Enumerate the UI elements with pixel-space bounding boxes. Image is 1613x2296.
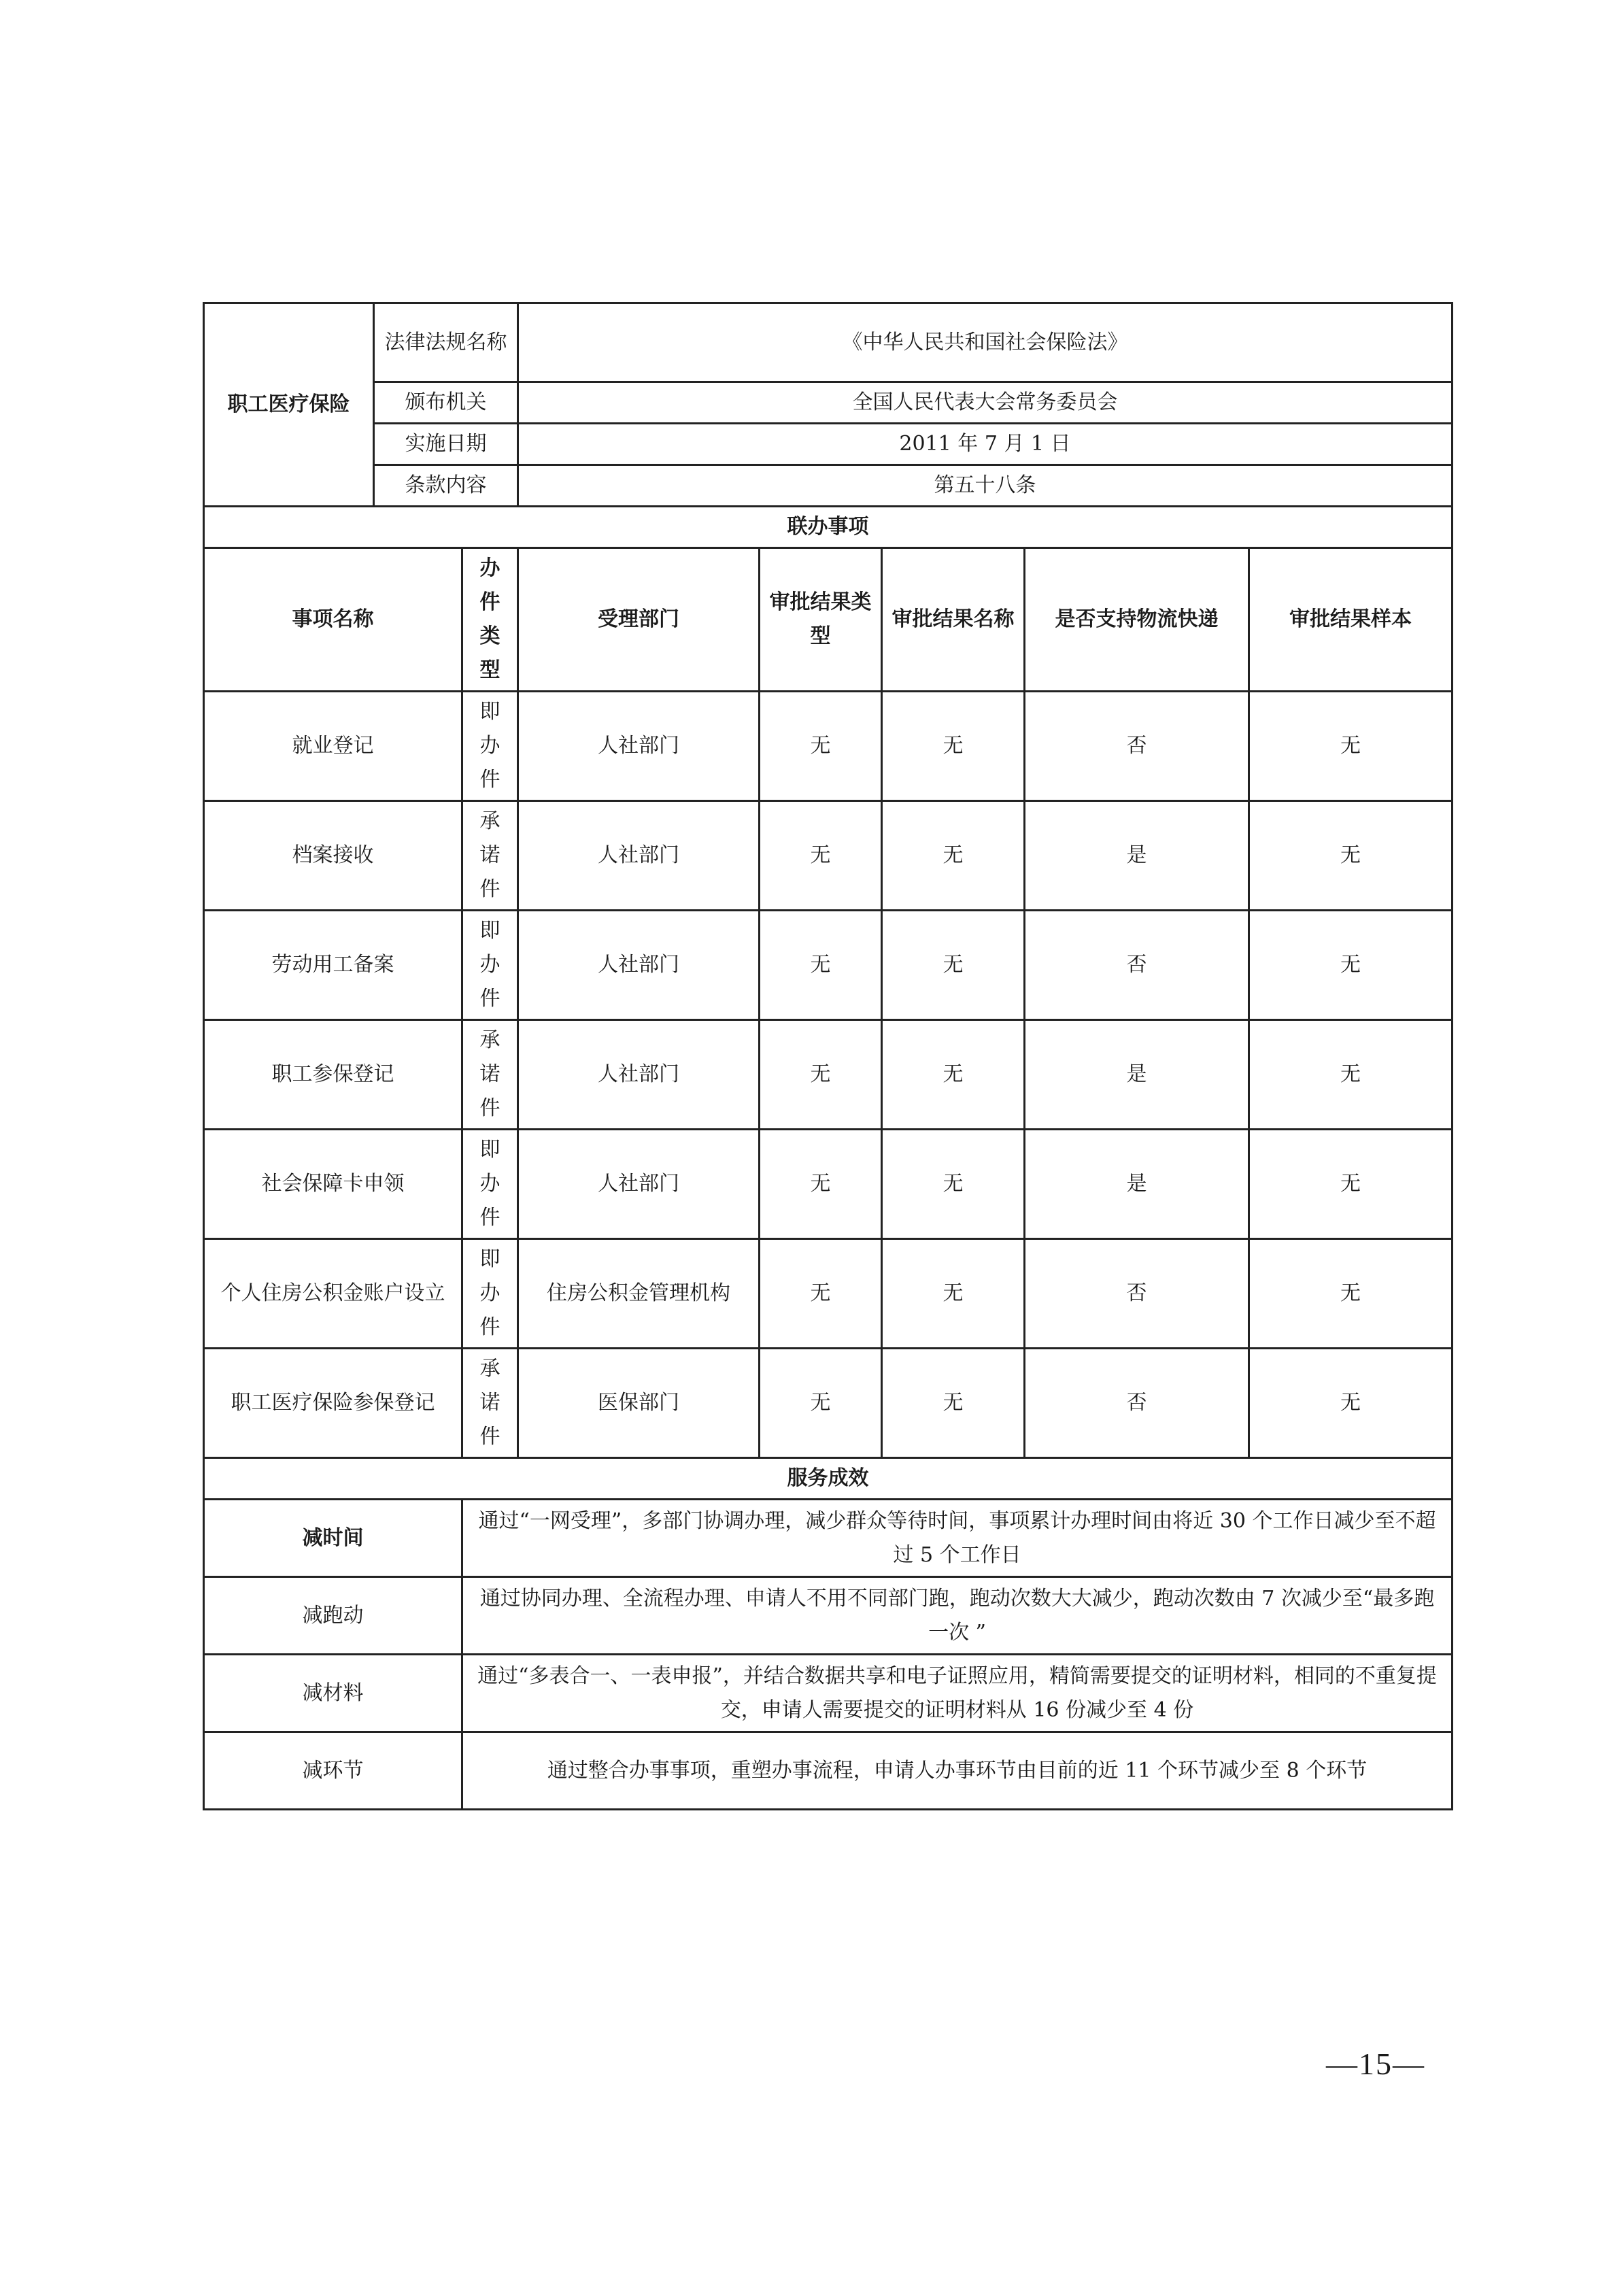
table-row [204, 911, 1453, 1020]
item-logistics: 否 [1025, 692, 1249, 801]
joint-header-row [204, 548, 1453, 692]
basis-row-clause [204, 465, 1453, 507]
item-logistics: 否 [1025, 1349, 1249, 1458]
page-number: —15— [1326, 2046, 1425, 2081]
item-type: 承诺件 [462, 801, 518, 911]
item-sample: 无 [1249, 1349, 1453, 1458]
basis-label-clause: 条款内容 [374, 465, 518, 507]
item-result-name: 无 [882, 692, 1025, 801]
item-result-type: 无 [760, 692, 882, 801]
item-name: 职工医疗保险参保登记 [204, 1349, 462, 1458]
effect-text: 通过“一网受理”，多部门协调办理，减少群众等待时间，事项累计办理时间由将近 30 个工作日减少至不超 过 5 个工作日 [462, 1500, 1453, 1577]
item-result-name: 无 [882, 1130, 1025, 1239]
effects-section-row [204, 1458, 1453, 1500]
effect-row [204, 1500, 1453, 1577]
item-sample: 无 [1249, 801, 1453, 911]
item-type: 承诺件 [462, 1349, 518, 1458]
item-name: 个人住房公积金账户设立 [204, 1239, 462, 1349]
joint-section-row [204, 507, 1453, 548]
item-sample: 无 [1249, 1239, 1453, 1349]
effect-row [204, 1732, 1453, 1810]
item-result-name: 无 [882, 1239, 1025, 1349]
basis-label-issuer: 颁布机关 [374, 382, 518, 424]
item-result-type: 无 [760, 1130, 882, 1239]
effect-label: 减环节 [204, 1732, 462, 1810]
item-name: 档案接收 [204, 801, 462, 911]
item-type: 即办件 [462, 692, 518, 801]
effect-label: 减时间 [204, 1500, 462, 1577]
item-result-type: 无 [760, 911, 882, 1020]
header-logistics: 是否支持物流快递 [1025, 548, 1249, 692]
item-result-type: 无 [760, 1349, 882, 1458]
basis-row-date [204, 424, 1453, 465]
item-result-name: 无 [882, 801, 1025, 911]
table-row [204, 692, 1453, 801]
item-logistics: 否 [1025, 1239, 1249, 1349]
effect-label: 减材料 [204, 1655, 462, 1732]
effect-text: 通过整合办事事项，重塑办事流程，申请人办事环节由目前的近 11 个环节减少至 8 个环节 [462, 1732, 1453, 1810]
item-dept: 人社部门 [518, 692, 760, 801]
basis-label-law: 法律法规名称 [374, 303, 518, 382]
item-result-name: 无 [882, 911, 1025, 1020]
item-result-type: 无 [760, 1239, 882, 1349]
item-sample: 无 [1249, 1130, 1453, 1239]
item-dept: 医保部门 [518, 1349, 760, 1458]
item-result-type: 无 [760, 1020, 882, 1130]
item-type: 即办件 [462, 911, 518, 1020]
table-row [204, 1349, 1453, 1458]
table-row [204, 1020, 1453, 1130]
item-dept: 人社部门 [518, 911, 760, 1020]
item-logistics: 否 [1025, 911, 1249, 1020]
effect-label: 减跑动 [204, 1577, 462, 1655]
item-dept: 人社部门 [518, 1020, 760, 1130]
item-logistics: 是 [1025, 1130, 1249, 1239]
item-result-name: 无 [882, 1020, 1025, 1130]
header-sample: 审批结果样本 [1249, 548, 1453, 692]
effect-text: 通过协同办理、全流程办理、申请人不用不同部门跑，跑动次数大大减少，跑动次数由 7 次减少至“最多跑一次 ” [462, 1577, 1453, 1655]
table-row [204, 1130, 1453, 1239]
item-sample: 无 [1249, 692, 1453, 801]
item-type: 即办件 [462, 1130, 518, 1239]
service-table [203, 302, 1453, 1810]
table-row [204, 801, 1453, 911]
item-sample: 无 [1249, 911, 1453, 1020]
item-name: 就业登记 [204, 692, 462, 801]
item-name: 职工参保登记 [204, 1020, 462, 1130]
item-result-type: 无 [760, 801, 882, 911]
header-item-type: 办件类型 [462, 548, 518, 692]
item-logistics: 是 [1025, 801, 1249, 911]
header-item-name: 事项名称 [204, 548, 462, 692]
basis-label-date: 实施日期 [374, 424, 518, 465]
item-dept: 住房公积金管理机构 [518, 1239, 760, 1349]
item-dept: 人社部门 [518, 1130, 760, 1239]
header-result-type: 审批结果类型 [760, 548, 882, 692]
header-result-name: 审批结果名称 [882, 548, 1025, 692]
basis-value-date: 2011 年 7 月 1 日 [518, 424, 1453, 465]
header-dept: 受理部门 [518, 548, 760, 692]
effect-row [204, 1655, 1453, 1732]
basis-row-issuer [204, 382, 1453, 424]
item-type: 即办件 [462, 1239, 518, 1349]
item-type: 承诺件 [462, 1020, 518, 1130]
basis-row-law [204, 303, 1453, 382]
item-dept: 人社部门 [518, 801, 760, 911]
joint-section-title: 联办事项 [204, 507, 1453, 548]
basis-value-law: 《中华人民共和国社会保险法》 [518, 303, 1453, 382]
item-name: 劳动用工备案 [204, 911, 462, 1020]
item-result-name: 无 [882, 1349, 1025, 1458]
item-name: 社会保障卡申领 [204, 1130, 462, 1239]
basis-value-issuer: 全国人民代表大会常务委员会 [518, 382, 1453, 424]
effect-text: 通过“多表合一、一表申报”，并结合数据共享和电子证照应用，精简需要提交的证明材料，相同的不重复提 交，申请人需要提交的证明材料从 16 份减少至 4 份 [462, 1655, 1453, 1732]
basis-title: 职工医疗保险 [204, 303, 374, 507]
effect-row [204, 1577, 1453, 1655]
item-logistics: 是 [1025, 1020, 1249, 1130]
table-row [204, 1239, 1453, 1349]
basis-value-clause: 第五十八条 [518, 465, 1453, 507]
effects-section-title: 服务成效 [204, 1458, 1453, 1500]
item-sample: 无 [1249, 1020, 1453, 1130]
